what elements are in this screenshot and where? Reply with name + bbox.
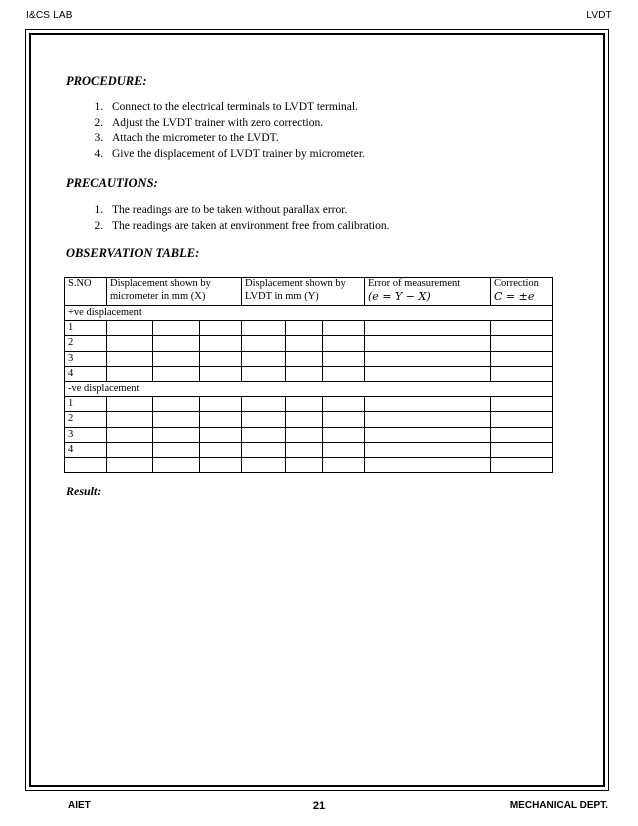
- observation-heading: OBSERVATION TABLE:: [66, 246, 200, 260]
- positive-displacement-label: +ve displacement: [65, 306, 553, 321]
- precaution-step: 2. The readings are taken at environment free from calibration.: [106, 219, 389, 235]
- procedure-step: 2. Adjust the LVDT trainer with zero correction.: [106, 116, 365, 132]
- col-header-correction: [491, 278, 553, 306]
- table-row: [65, 351, 553, 366]
- page-number: 21: [312, 800, 326, 812]
- correction-formula: C = ±e: [494, 289, 535, 303]
- procedure-step: 3. Attach the micrometer to the LVDT.: [106, 131, 365, 147]
- section-row-negative: [65, 381, 553, 396]
- error-formula: (e = Y − X): [368, 289, 431, 303]
- table-row: [65, 366, 553, 381]
- row-number: 2: [65, 336, 107, 351]
- table-header-row: [65, 278, 553, 306]
- table-row: [65, 321, 553, 336]
- table-row: [65, 412, 553, 427]
- procedure-step: 1. Connect to the electrical terminals to LVDT terminal.: [106, 100, 365, 116]
- result-heading: Result:: [66, 484, 102, 498]
- table-row-blank: [65, 457, 553, 472]
- row-number: 1: [65, 321, 107, 336]
- section-row-positive: [65, 306, 553, 321]
- col-header-micrometer: Displacement shown by micrometer in mm (X): [107, 278, 242, 306]
- col-header-error: [365, 278, 491, 306]
- row-number: 4: [65, 442, 107, 457]
- col-header-sno: S.NO: [65, 278, 107, 306]
- negative-displacement-label: -ve displacement: [65, 381, 553, 396]
- row-number: 4: [65, 366, 107, 381]
- row-number: 2: [65, 412, 107, 427]
- footer-department: MECHANICAL DEPT.: [509, 800, 608, 811]
- table-row: [65, 336, 553, 351]
- procedure-list: [86, 100, 365, 162]
- row-number: 1: [65, 397, 107, 412]
- procedure-step: 4. Give the displacement of LVDT trainer by micrometer.: [106, 147, 365, 163]
- footer-institute: AIET: [68, 800, 91, 811]
- header-lab-name: I&CS LAB: [26, 10, 73, 21]
- procedure-heading: PROCEDURE:: [66, 74, 147, 88]
- table-row: [65, 442, 553, 457]
- row-number: 3: [65, 351, 107, 366]
- observation-table: [64, 277, 553, 473]
- table-row: [65, 427, 553, 442]
- precaution-step: 1. The readings are to be taken without parallax error.: [106, 203, 389, 219]
- row-number: 3: [65, 427, 107, 442]
- error-label: Error of measurement: [368, 278, 461, 289]
- col-header-lvdt: Displacement shown by LVDT in mm (Y): [242, 278, 365, 306]
- table-row: [65, 397, 553, 412]
- header-topic: LVDT: [586, 10, 612, 21]
- correction-label: Correction: [494, 278, 539, 289]
- precautions-list: [86, 203, 389, 234]
- precautions-heading: PRECAUTIONS:: [66, 176, 158, 190]
